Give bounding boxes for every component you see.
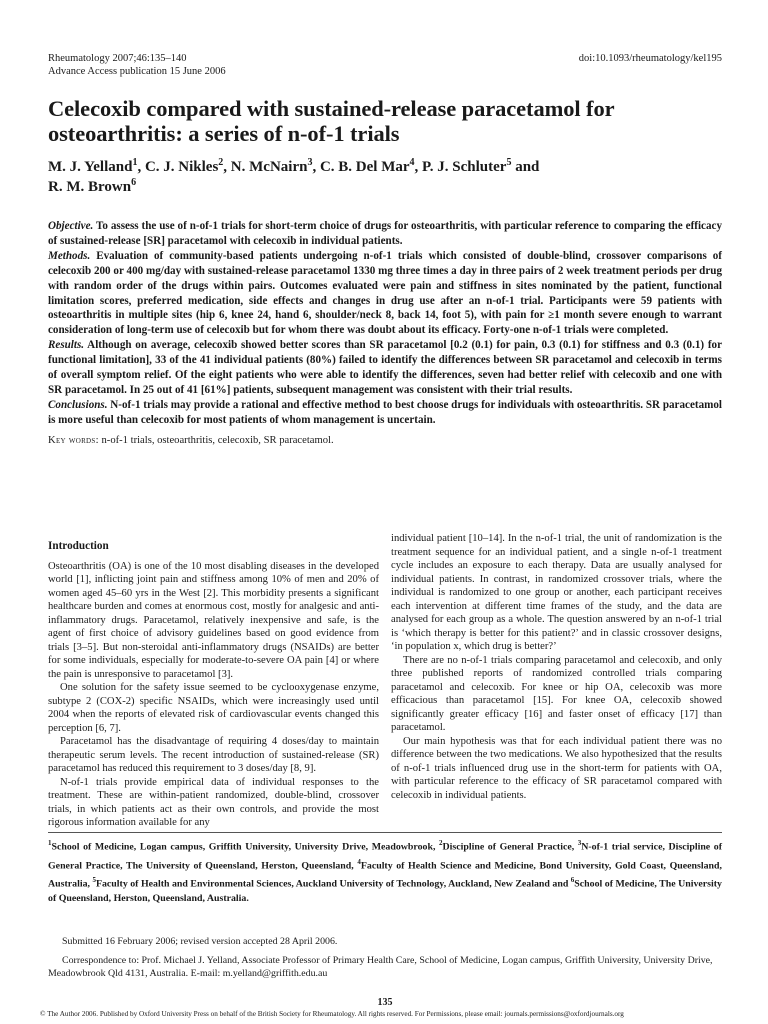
author-list <box>48 157 722 197</box>
journal-line: Rheumatology 2007;46:135–140 <box>48 53 187 64</box>
affiliation-mark: 6 <box>570 876 575 885</box>
affiliation-mark: 3 <box>577 839 582 847</box>
author-name: P. J. Schluter <box>422 159 507 175</box>
abstract-methods <box>48 249 722 338</box>
affiliation-text: Faculty of Health Science and Medicine, Bond University, Gold Coast, Queensland, Australia, <box>48 860 722 890</box>
paragraph: There are no n-of-1 trials comparing paracetamol and celecoxib, and only three published reports of randomized controlled trials comparing paracetamol and celecoxib. For knee or hip OA, celecoxib was more efficacious than paracetamol [15]. For knee OA, celecoxib showed significantly greater efficacy [16] and faster onset of efficacy [17] than paracetamol. <box>391 654 722 733</box>
correspondence: Correspondence to: Prof. Michael J. Yelland, Associate Professor of Primary Health Care, School of Medicine, Logan campus, Griffith University, University Drive, Meadowbrook Qld 4131, Australia. E-mail: m.yelland@griffith.edu.au <box>48 955 713 979</box>
abstract-text: Evaluation of community-based patients undergoing n-of-1 trials which consisted of double-blind, crossover comparisons of celecoxib 200 or 400 mg/day with sustained-release paracetamol 1330 mg three times a day in three pairs of 2 week treatment periods per drug with random order of the drugs within pairs. Outcomes evaluated were pain and stiffness in sites nominated by the patient, functional limitation scores, preferred medication, side effects and changes in drug use after an n-of-1 trial. Participants were 59 patients with osteoarthritis in multiple sites (hip 6, knee 24, hand 6, shoulder/neck 8, back 14, foot 5), with pain for ≥1 month severe enough to warrant consideration of long-term use of celecoxib but for whom there was doubt about its efficacy. Forty-one n-of-1 trials were completed. <box>48 249 722 337</box>
affiliation-mark: 1 <box>48 839 52 847</box>
copyright-notice: © The Author 2006. Published by Oxford University Press on behalf of the British Society for Rheumatology. All rights reserved. For Permissions, please email: journals.permissions@oxfordjournals.org <box>40 1010 624 1018</box>
author-separator: , <box>223 159 231 175</box>
author-name: C. J. Nikles <box>144 159 219 175</box>
author-affiliation-mark: 6 <box>131 177 137 188</box>
author-affiliation-mark: 5 <box>506 157 512 168</box>
author-affiliation-mark: 4 <box>409 157 415 168</box>
author-separator: , <box>414 159 423 175</box>
affiliation-mark: 2 <box>439 839 443 847</box>
author-affiliation-mark: 1 <box>132 157 138 168</box>
page-number: 135 <box>377 997 393 1008</box>
affiliation-text: N-of-1 trial service, Discipline of General Practice, The University of Queensland, Herston, Queensland, <box>48 841 722 871</box>
advance-access-line: Advance Access publication 15 June 2006 <box>48 66 226 77</box>
keywords <box>48 434 722 448</box>
abstract-text: Although on average, celecoxib showed better scores than SR paracetamol [0.2 (0.1) for pain, 0.3 (0.1) for stiffness and 0.3 (0.1) for functional limitation], 33 of the 41 individual patients (80%) failed to identify the differences between SR paracetamol and celecoxib in terms of overall symptom relief. Of the eight patients who were able to identify the differences, seven had better relief with celecoxib and one with SR paracetamol. In 25 out of 41 [61%] patients, subsequent management was consistent with their trial results. <box>48 339 722 396</box>
author-name: C. B. Del Mar <box>319 159 410 175</box>
author-separator: , <box>312 159 320 175</box>
article-title: Celecoxib compared with sustained-release paracetamol for osteoarthritis: a series of n-of-1 trials <box>48 96 615 146</box>
paragraph: N-of-1 trials provide empirical data of individual responses to the treatment. These are within-patient randomized, double-blind, crossover trials, in which patients act as their own controls, and provide the most rigorous information available for any <box>48 776 379 828</box>
affiliation-mark: 4 <box>357 857 361 866</box>
journal-citation <box>48 52 226 78</box>
affiliations <box>48 836 722 907</box>
affiliation-text: Faculty of Health and Environmental Sciences, Auckland University of Technology, Auckland, New Zealand and <box>95 878 571 890</box>
right-column <box>391 532 722 830</box>
author-name: N. McNairn <box>230 159 308 175</box>
paragraph: Our main hypothesis was that for each individual patient there was no difference between the two medications. We also hypothesized that the results of n-of-1 trials influenced drug use in the short-term for patients with OA, with particular reference to the efficacy of SR paracetamol compared with celecoxib in individual patients. <box>391 735 722 801</box>
running-header <box>48 52 722 78</box>
submission-dates: Submitted 16 February 2006; revised version accepted 28 April 2006. <box>62 936 338 947</box>
affiliation-text: School of Medicine, The University of Queensland, Herston, Queensland, Australia. <box>48 878 722 905</box>
paragraph: One solution for the safety issue seemed to be cyclooxygenase enzyme, subtype 2 (COX-2) specific NSAIDs, which were increasingly used until 2004 when the reports of elevated risk of cardiovascular events changed this perception [6, 7]. <box>48 682 379 734</box>
author-name: M. J. Yelland <box>48 159 133 175</box>
abstract-label: Results. <box>48 339 85 352</box>
abstract-label: Objective. <box>48 220 94 232</box>
author-separator: , <box>137 159 145 175</box>
doi-link[interactable]: doi:10.1093/rheumatology/kel195 <box>578 53 722 64</box>
abstract-text: N-of-1 trials may provide a rational and effective method to best choose drugs for individuals with osteoarthritis. SR paracetamol is more useful than celecoxib for most patients of whom management is uncertain. <box>48 398 722 426</box>
article-page <box>40 52 722 1018</box>
footnote-divider <box>48 832 722 833</box>
abstract-conclusions <box>48 398 722 428</box>
keywords-text: n-of-1 trials, osteoarthritis, celecoxib, SR paracetamol. <box>98 434 334 446</box>
body-columns <box>48 532 722 830</box>
paragraph: Osteoarthritis (OA) is one of the 10 most disabling diseases in the developed world [1], inflicting joint pain and stiffness among 10% of men and 20% of women aged 45–60 yrs in the West [2]. This morbidity presents a significant healthcare burden and comes at enormous cost, mostly for analgesic and anti-inflammatory drugs. Paracetamol, relatively inexpensive and safe, is the agent of first choice of advisory guidelines based on good evidence from trials [3–5]. But non-steroidal anti-inflammatory drugs (NSAIDs) are better for some individuals, especially for moderate-to-severe OA pain [4] or where the pain is unresponsive to paracetamol [3]. <box>48 560 379 680</box>
abstract-label: Methods. <box>48 249 91 262</box>
affiliation-mark: 5 <box>92 876 96 885</box>
keywords-label: Key words: <box>48 434 99 446</box>
left-column <box>48 532 379 830</box>
paragraph: individual patient [10–14]. In the n-of-1 trial, the unit of randomization is the treatment sequence for an individual patient, and a single n-of-1 treatment cycle includes an exposure to each therapy. Data are usually analysed for individual patients. In contrast, in randomized crossover trials, where the individual is randomized to one group or another, each participant receives each intervention at different time frames of the study, and the data are analysed for each group as a whole. The question answered by an n-of-1 trial is ‘which therapy is better for this patient?’ and in classic crossover designs, ‘in population x, which drug is better?’ <box>391 533 722 652</box>
affiliation-text: Discipline of General Practice, <box>442 841 578 853</box>
paragraph: Paracetamol has the disadvantage of requiring 4 doses/day to maintain therapeutic serum levels. The recent introduction of sustained-release (SR) paracetamol has reduced this requirement to 3 doses/day [8, 9]. <box>48 736 379 774</box>
author-affiliation-mark: 2 <box>218 157 224 168</box>
abstract-objective <box>48 219 722 249</box>
author-separator: and <box>511 159 540 175</box>
author-name: R. M. Brown <box>48 179 132 195</box>
abstract-label: Conclusions. <box>48 398 108 411</box>
author-affiliation-mark: 3 <box>307 157 313 168</box>
section-heading: Introduction <box>48 540 109 552</box>
abstract <box>48 219 722 428</box>
affiliation-text: School of Medicine, Logan campus, Griffith University, University Drive, Meadowbrook, <box>51 841 440 853</box>
abstract-text: To assess the use of n-of-1 trials for short-term choice of drugs for osteoarthritis, with particular reference to comparing the efficacy of sustained-release [SR] paracetamol with celecoxib in individual patients. <box>48 220 722 247</box>
abstract-results <box>48 338 722 398</box>
